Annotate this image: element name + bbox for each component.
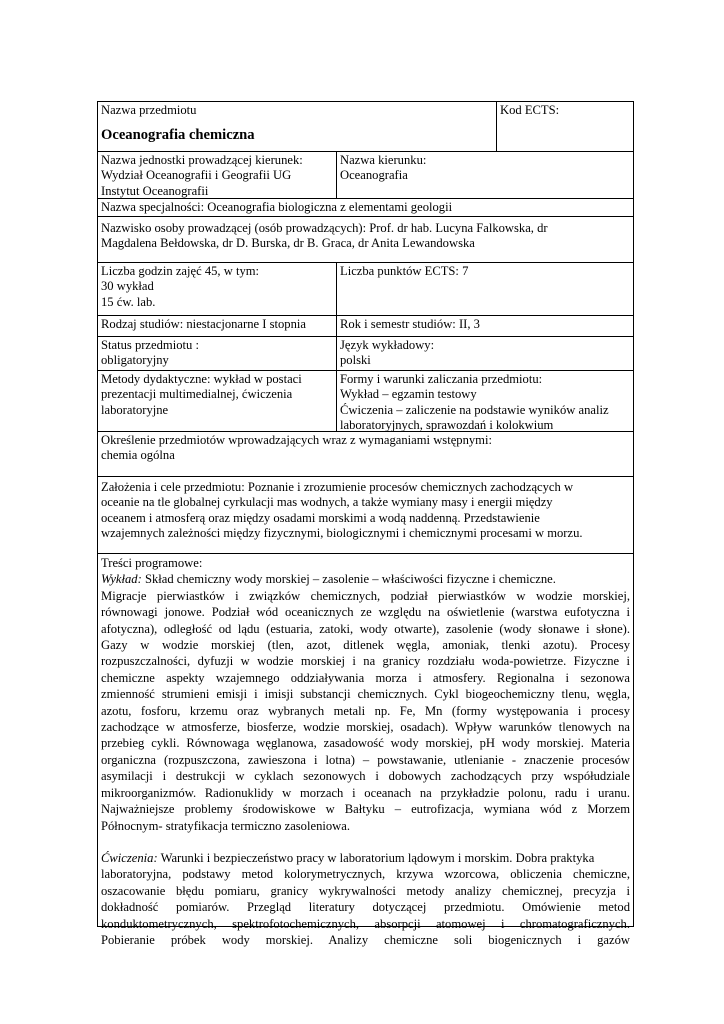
lecture-line: zachodzące w atmosferze, biosferze, wodzie morskiej, osadach). Wpływ warunków tlenowych na bbox=[101, 720, 630, 735]
specialization-cell bbox=[98, 199, 633, 216]
ects-code-cell bbox=[497, 102, 633, 151]
year-semester: Rok i semestr studiów: II, 3 bbox=[340, 317, 480, 331]
exercise-line: laboratoryjna, podstawy metod kolorymetrycznych, krzywa wzorcowa, obliczenia chemiczne, bbox=[101, 867, 630, 882]
subject-title: Oceanografia chemiczna bbox=[101, 127, 255, 144]
subject-name-cell bbox=[98, 102, 496, 151]
methods-cell bbox=[98, 371, 336, 431]
assessment-line: laboratoryjnych, sprawozdań i kolokwium bbox=[340, 418, 554, 433]
prerequisites-cell bbox=[98, 432, 633, 476]
unit-label: Nazwa jednostki prowadzącej kierunek: bbox=[101, 153, 303, 167]
objectives-line: Założenia i cele przedmiotu: Poznanie i zrozumienie procesów chemicznych zachodzących w bbox=[101, 480, 574, 494]
lecturers-cell bbox=[98, 217, 633, 262]
course-cell bbox=[337, 152, 633, 198]
lecture-line: Gazy w wodzie morskiej (tlen, azot, ditlenek węgla, amoniak, tlenki azotu). Procesy bbox=[101, 638, 630, 653]
program-content-cell bbox=[98, 554, 633, 947]
status-cell bbox=[98, 337, 336, 370]
ects-code-label: Kod ECTS: bbox=[500, 103, 560, 117]
exercise-line: konduktometrycznych, spektrofotochemicznych, absorpcji atomowej i chromatograficznych. bbox=[101, 916, 630, 931]
objectives-line: oceanem i atmosferą oraz między osadami morskimi a wodą naddenną. Przedstawienie bbox=[101, 510, 540, 525]
exercise-first-text: Warunki i bezpieczeństwo pracy w laboratorium lądowym i morskim. Dobra praktyka bbox=[157, 850, 595, 865]
lecture-line: Najważniejsze problemy środowiskowe w Bałtyku – eutrofizacja, wymiana wód z Morzem bbox=[101, 802, 630, 817]
unit-institute: Instytut Oceanografii bbox=[101, 183, 209, 198]
course-label: Nazwa kierunku: bbox=[340, 153, 427, 167]
course-value: Oceanografia bbox=[340, 168, 408, 183]
hours-lab: 15 ćw. lab. bbox=[101, 294, 156, 309]
language-cell bbox=[337, 337, 633, 370]
table-border-right bbox=[633, 101, 634, 927]
exercise-label: Ćwiczenia: bbox=[101, 850, 158, 865]
objectives-line: wzajemnych zależności między fizycznymi, biologicznymi i chemicznymi procesami w morzu. bbox=[101, 526, 583, 541]
assessment-cell bbox=[337, 371, 633, 431]
hours-cell bbox=[98, 263, 336, 315]
objectives-cell bbox=[98, 477, 633, 553]
exercise-line: dokładność pomiarów. Przegląd literatury dotyczącej przedmiotu. Omówienie metod bbox=[101, 900, 630, 915]
assessment-line: Formy i warunki zaliczania przedmiotu: bbox=[340, 372, 543, 386]
specialization-text: Nazwa specjalności: Oceanografia biologiczna z elementami geologii bbox=[101, 200, 453, 214]
status-label: Status przedmiotu : bbox=[101, 338, 199, 352]
lecture-line: zmienność strumieni emisji i imisji substancji chemicznych. Cykl biogeochemiczny tlenu, węgla, bbox=[101, 687, 630, 702]
unit-faculty: Wydział Oceanografii i Geografii UG bbox=[101, 168, 292, 183]
lecture-line: afotyczna), odległość od lądu (estuaria, zatoki, wody otwarte), zasolenie (wody słonawe i słone). bbox=[101, 621, 630, 636]
exercise-first-line bbox=[101, 850, 630, 866]
methods-line: Metody dydaktyczne: wykład w postaci bbox=[101, 372, 302, 386]
methods-line: laboratoryjne bbox=[101, 402, 169, 417]
lecture-last-line: Północnym- stratyfikacja termiczno zasoleniowa. bbox=[101, 818, 350, 833]
lecture-line: mikroorganizmów. Radionuklidy w morzach i oceanach na przykładzie polonu, radu i uranu. bbox=[101, 785, 630, 800]
methods-line: prezentacji multimedialnej, ćwiczenia bbox=[101, 387, 293, 402]
hours-lecture: 30 wykład bbox=[101, 279, 154, 294]
assessment-line: Ćwiczenia – zaliczenie na podstawie wyników analiz bbox=[340, 402, 609, 417]
prerequisites-label: Określenie przedmiotów wprowadzających wraz z wymaganiami wstępnymi: bbox=[101, 433, 492, 447]
lecture-line: azotu, fosforu, krzemu oraz wybranych metali np. Fe, Mn (formy występowania i procesy bbox=[101, 703, 630, 718]
lecture-first-line bbox=[101, 571, 630, 587]
paragraph-gap bbox=[101, 834, 630, 850]
ects-points: Liczba punktów ECTS: 7 bbox=[340, 264, 469, 278]
lecturers-line: Magdalena Bełdowska, dr D. Burska, dr B. Graca, dr Anita Lewandowska bbox=[101, 236, 475, 251]
exercise-line: Pobieranie próbek wody morskiej. Analizy chemiczne soli biogenicznych i gazów bbox=[101, 932, 630, 947]
lecturers-line: Nazwisko osoby prowadzącej (osób prowadzących): Prof. dr hab. Lucyna Falkowska, dr bbox=[101, 221, 548, 235]
study-type: Rodzaj studiów: niestacjonarne I stopnia bbox=[101, 317, 306, 331]
lecture-line: organiczna (rozpuszczona, zawieszona i lotna) – powstawanie, utlenianie - znaczenie procesów bbox=[101, 752, 630, 767]
lecture-line: chemiczne aspekty wzajemnego oddziaływania morza i atmosfery. Regionalna i sezonowa bbox=[101, 670, 630, 685]
assessment-line: Wykład – egzamin testowy bbox=[340, 387, 477, 402]
exercise-line: oszacowanie błędu pomiaru, granicy wykrywalności metody analizy chemicznej, precyzja i bbox=[101, 883, 630, 898]
year-semester-cell bbox=[337, 316, 633, 336]
lecture-line: przebieg cykli. Równowaga węglanowa, zasadowość wody morskiej, pH wody morskiej. Materia bbox=[101, 736, 630, 751]
lecture-line: rozpuszczalności, dyfuzji w wodzie morskiej i na granicy rozdziału woda-powietrze. Fizyczne i bbox=[101, 654, 630, 669]
prerequisites-value: chemia ogólna bbox=[101, 448, 175, 463]
program-heading: Treści programowe: bbox=[101, 556, 203, 570]
lecture-first-text: Skład chemiczny wody morskiej – zasolenie – właściwości fizyczne i chemiczne. bbox=[141, 572, 556, 587]
status-value: obligatoryjny bbox=[101, 353, 169, 368]
ects-points-cell bbox=[337, 263, 633, 315]
unit-cell bbox=[98, 152, 336, 198]
objectives-line: oceanie na tle globalnej cyrkulacji mas wodnych, a także wymiany masy i energii między bbox=[101, 495, 553, 510]
language-value: polski bbox=[340, 353, 371, 368]
hours-total: Liczba godzin zajęć 45, w tym: bbox=[101, 264, 260, 278]
subject-name-label: Nazwa przedmiotu bbox=[101, 103, 197, 117]
language-label: Język wykładowy: bbox=[340, 338, 435, 352]
lecture-line: równowagi jonowe. Podział wód oceanicznych ze względu na oświetlenie (warstwa eufotyczna i bbox=[101, 605, 630, 620]
lecture-line: Migracje pierwiastków i związków chemicznych, podział pierwiastków w wodzie morskiej, bbox=[101, 588, 630, 603]
study-type-cell bbox=[98, 316, 336, 336]
lecture-label: Wykład: bbox=[101, 572, 142, 587]
lecture-line: asymilacji i destrukcji w cyklach sezonowych i dobowych zachodzących przy współudziale bbox=[101, 769, 630, 784]
